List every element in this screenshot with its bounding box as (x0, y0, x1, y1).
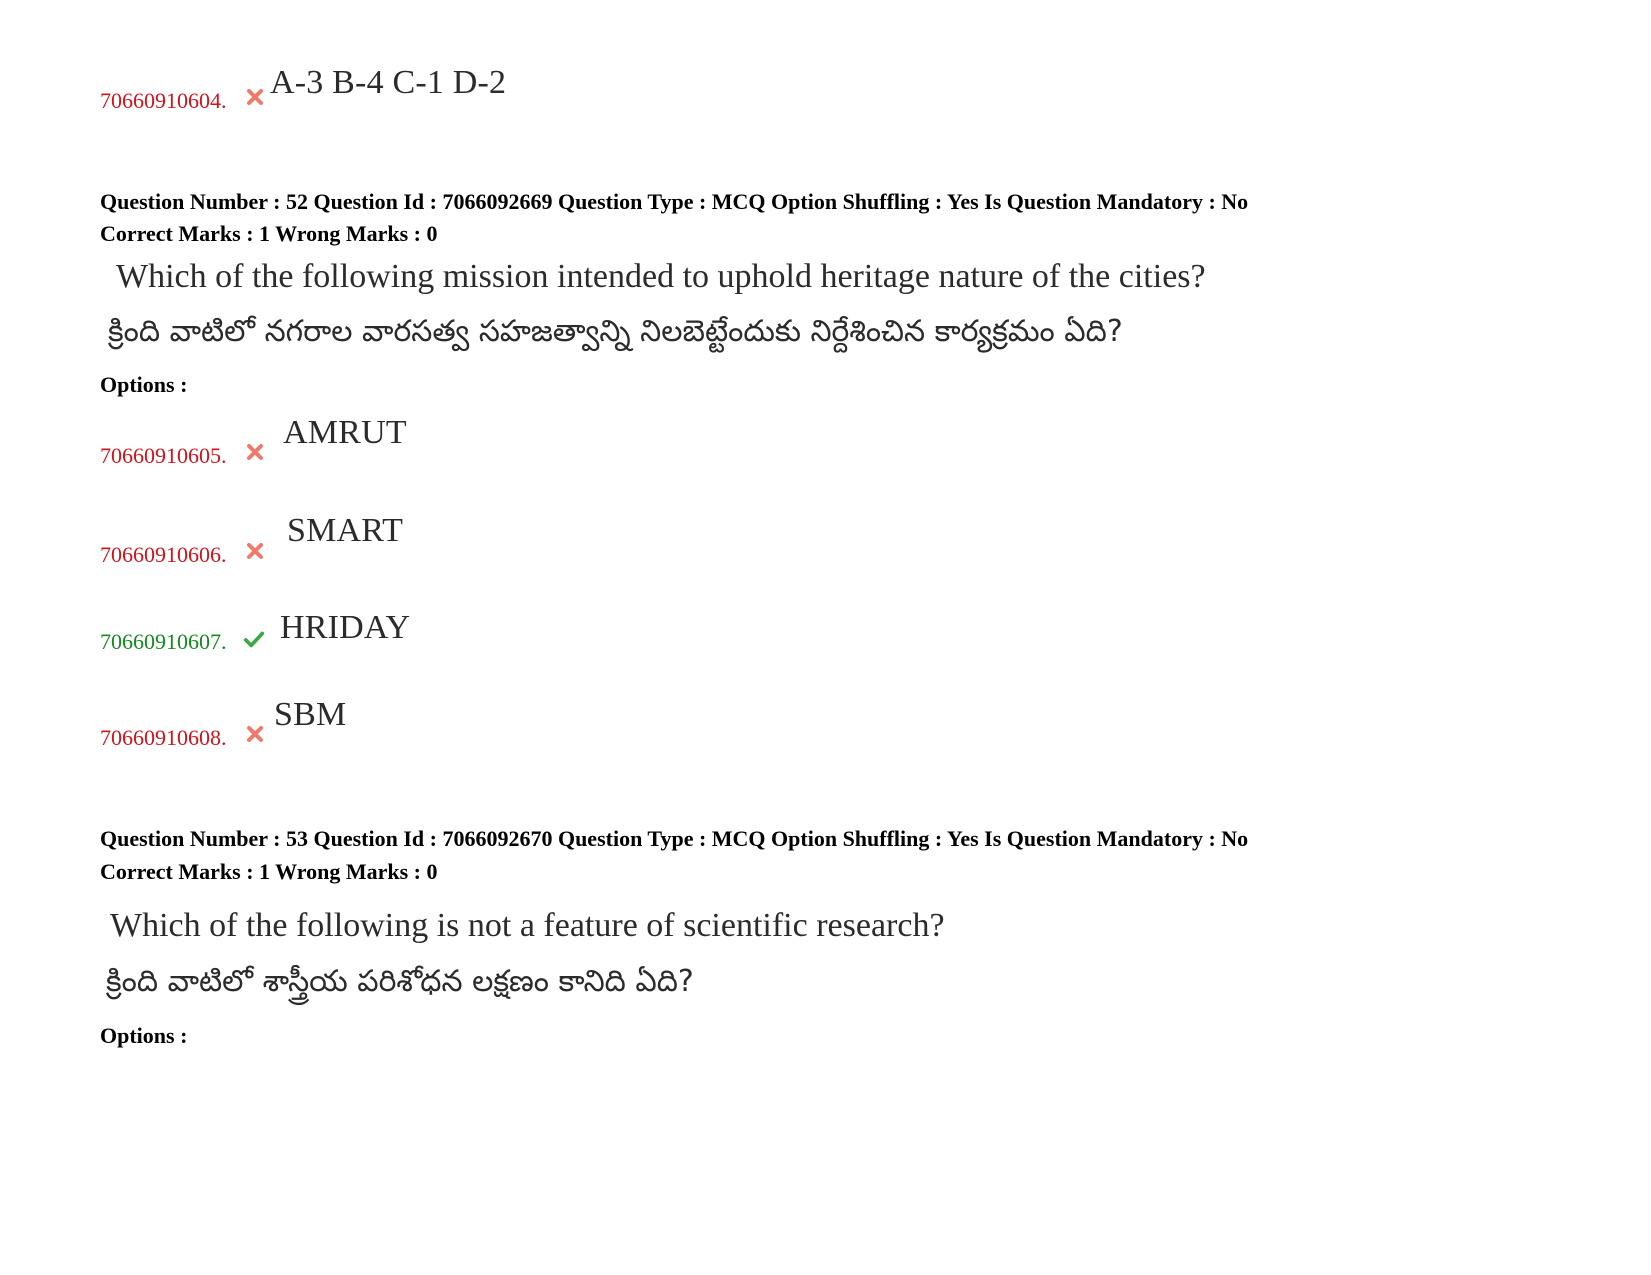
option-text: SBM (274, 696, 347, 733)
option-text: A-3 B-4 C-1 D-2 (270, 64, 507, 101)
question-marks: Correct Marks : 1 Wrong Marks : 0 (100, 859, 438, 884)
options-label: Options : (100, 1023, 188, 1048)
option-text: HRIDAY (280, 609, 411, 646)
cross-icon (244, 723, 266, 745)
option-text: SMART (287, 512, 404, 549)
question-text-english: Which of the following mission intended to uphold heritage nature of the cities? (116, 258, 1206, 295)
check-icon (243, 628, 265, 650)
question-meta: Question Number : 52 Question Id : 7066092669 Question Type : MCQ Option Shuffling : Yes Is Question Mandatory : No (100, 189, 1249, 214)
options-label: Options : (100, 372, 188, 397)
option-id: 70660910606. (100, 542, 227, 567)
question-text-english: Which of the following is not a feature of scientific research? (110, 907, 945, 944)
option-id: 70660910605. (100, 443, 227, 468)
question-text-telugu: క్రింది వాటిలో శాస్త్రీయ పరిశోధన లక్షణం కానిది ఏది? (106, 964, 694, 999)
option-text: AMRUT (283, 414, 407, 451)
option-id: 70660910607. (100, 629, 227, 654)
question-marks: Correct Marks : 1 Wrong Marks : 0 (100, 221, 438, 246)
option-row (100, 88, 227, 114)
question-meta: Question Number : 53 Question Id : 7066092670 Question Type : MCQ Option Shuffling : Yes Is Question Mandatory : No (100, 826, 1249, 851)
cross-icon (244, 86, 266, 108)
option-id: 70660910608. (100, 725, 227, 750)
cross-icon (244, 441, 266, 463)
cross-icon (244, 540, 266, 562)
option-id: 70660910604. (100, 88, 227, 113)
question-text-telugu: క్రింది వాటిలో నగరాల వారసత్వ సహజత్వాన్ని నిలబెట్టేందుకు నిర్దేశించిన కార్యక్రమం ఏది? (108, 314, 1123, 349)
